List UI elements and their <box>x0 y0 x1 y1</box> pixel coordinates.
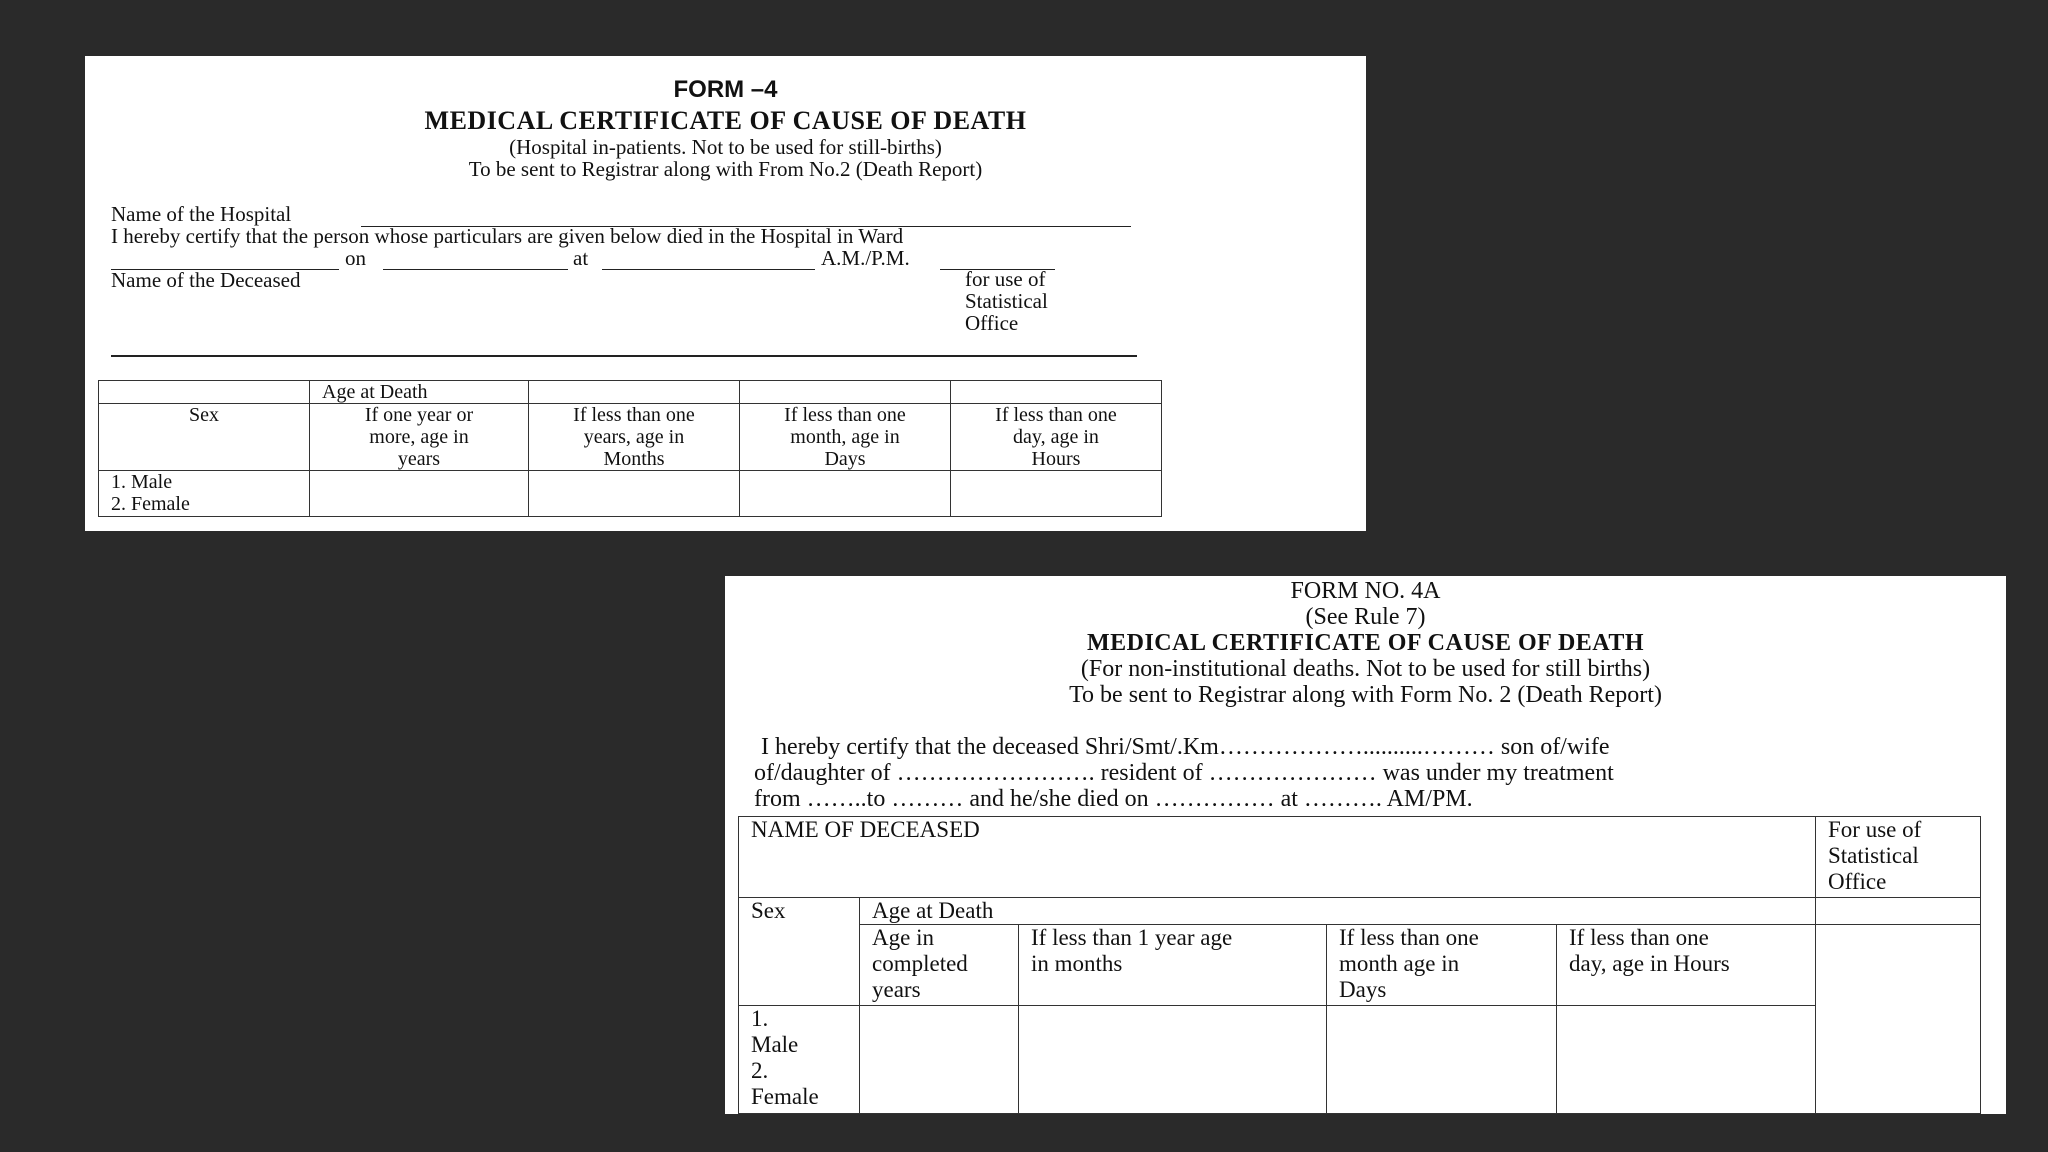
age-years-field[interactable] <box>310 471 529 517</box>
form-4a-title: MEDICAL CERTIFICATE OF CAUSE OF DEATH <box>1086 630 1645 656</box>
form-4a-rule: (See Rule 7) <box>1305 604 1426 630</box>
col-months: If less than 1 year age in months <box>1019 925 1327 1006</box>
date-line <box>383 269 568 270</box>
col-hours: If less than one day, age in Hours <box>1557 925 1816 1006</box>
blank-cell <box>99 381 310 404</box>
sex-options: 1. Male 2. Female <box>739 1006 860 1114</box>
age-hours-field[interactable] <box>951 471 1162 517</box>
deceased-name-line <box>111 355 1137 357</box>
age-at-death-table <box>98 380 1162 517</box>
statistical-office-note: for use of Statistical Office <box>965 267 1048 335</box>
form-4-document <box>85 56 1366 531</box>
age-years-field[interactable] <box>860 1006 1019 1114</box>
form-4-number: FORM –4 <box>673 76 778 103</box>
sex-options: 1. Male 2. Female <box>99 471 310 517</box>
col-completed-years: Age in completed years <box>860 925 1019 1006</box>
col-days: If less than one month age in Days <box>1327 925 1557 1006</box>
sex-header: Sex <box>99 404 310 471</box>
ampm-label: A.M./P.M. <box>821 246 910 270</box>
age-at-death-header: Age at Death <box>860 898 1816 925</box>
certify-text: I hereby certify that the person whose particulars are given below died in the Hospital in Ward <box>111 224 904 248</box>
at-label: at <box>573 246 589 270</box>
time-line <box>602 269 815 270</box>
form-4-subtitle: (Hospital in-patients. Not to be used for still-births) <box>509 135 942 159</box>
age-months-field[interactable] <box>529 471 740 517</box>
certify-line-2: of/daughter of ……………………. resident of ………………… was under my treatment <box>754 760 1614 786</box>
form-4a-instruction: To be sent to Registrar along with Form No. 2 (Death Report) <box>1069 682 1662 708</box>
age-at-death-header: Age at Death <box>310 381 529 404</box>
form-4a-number: FORM NO. 4A <box>1290 578 1441 604</box>
on-label: on <box>345 246 366 270</box>
statistical-office-header: For use of Statistical Office <box>1816 817 1981 898</box>
certify-line-3: from ……..to ……… and he/she died on …………… at ………. AM/PM. <box>754 786 1473 812</box>
deceased-name-label: Name of the Deceased <box>111 268 301 292</box>
form-4-title: MEDICAL CERTIFICATE OF CAUSE OF DEATH <box>424 106 1027 135</box>
form-4a-document <box>725 576 2006 1114</box>
form-4a-subtitle: (For non-institutional deaths. Not to be used for still births) <box>1080 656 1651 682</box>
age-months-field[interactable] <box>1019 1006 1327 1114</box>
form-4-instruction: To be sent to Registrar along with From No.2 (Death Report) <box>468 157 983 181</box>
age-days-field[interactable] <box>740 471 951 517</box>
sex-header: Sex <box>739 898 860 1006</box>
name-of-deceased-field[interactable]: NAME OF DECEASED <box>739 817 1816 898</box>
age-hours-field[interactable] <box>1557 1006 1816 1114</box>
hospital-name-label: Name of the Hospital <box>111 202 292 226</box>
col-one-year-or-more: If one year or more, age in years <box>310 404 529 471</box>
col-less-than-one-year: If less than one years, age in Months <box>529 404 740 471</box>
age-days-field[interactable] <box>1327 1006 1557 1114</box>
certify-line-1: I hereby certify that the deceased Shri/Smt/.Km………………..........……… son of/wife <box>761 734 1610 760</box>
deceased-details-table <box>738 816 1981 1114</box>
col-less-than-one-month: If less than one month, age in Days <box>740 404 951 471</box>
col-less-than-one-day: If less than one day, age in Hours <box>951 404 1162 471</box>
